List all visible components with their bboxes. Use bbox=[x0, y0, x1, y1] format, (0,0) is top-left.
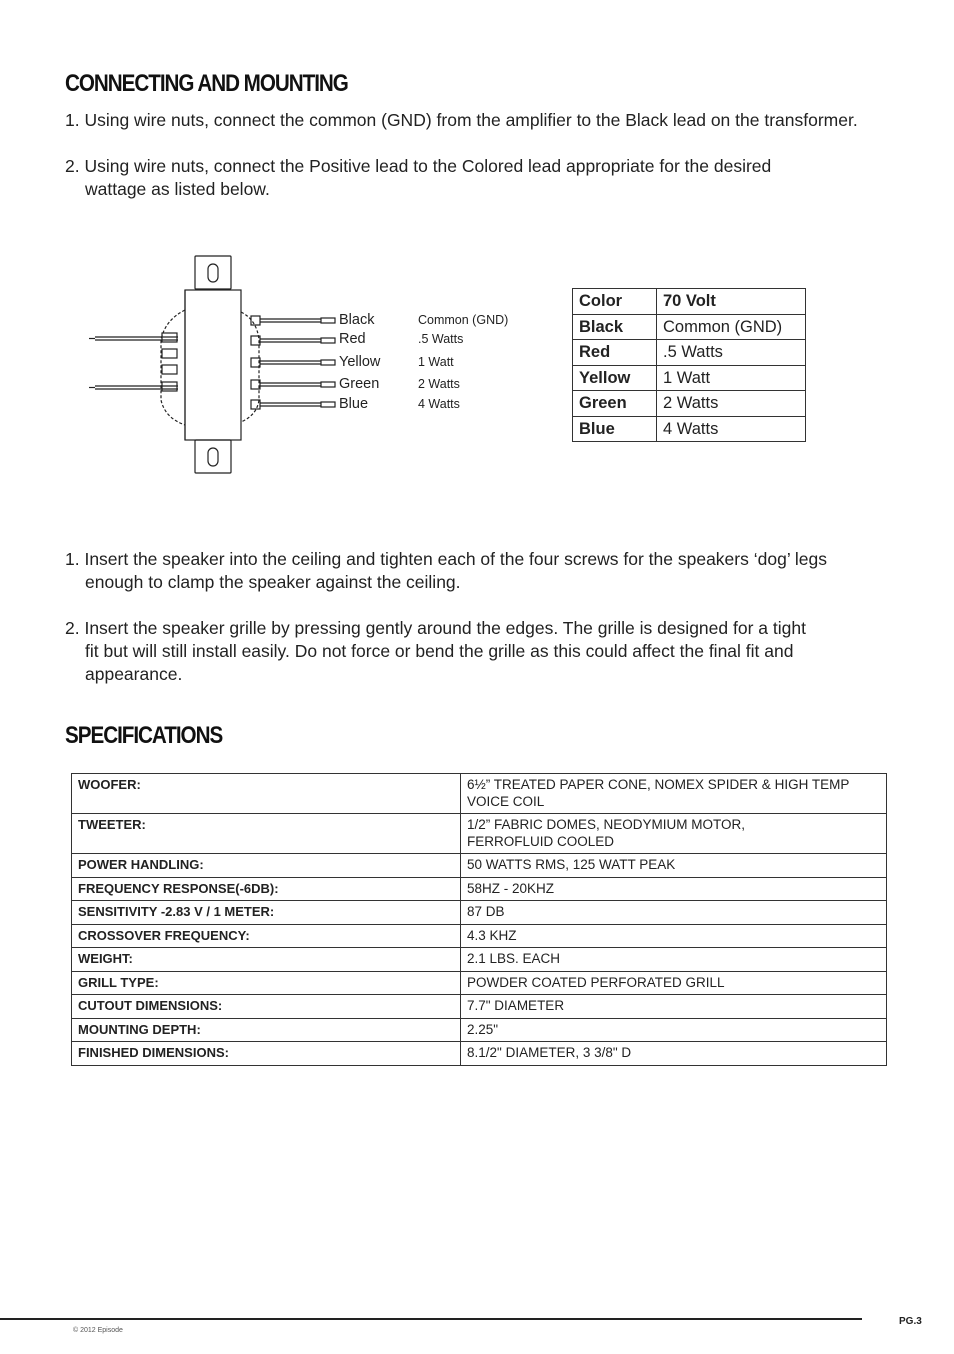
table-row bbox=[72, 854, 887, 878]
spec-key: FINISHED DIMENSIONS: bbox=[72, 1042, 461, 1066]
mounting-step-2 bbox=[65, 617, 806, 686]
table-row bbox=[72, 901, 887, 925]
value-cell: .5 Watts bbox=[657, 340, 806, 366]
spec-key: GRILL TYPE: bbox=[72, 971, 461, 995]
spec-value bbox=[461, 774, 887, 814]
spec-value bbox=[461, 814, 887, 854]
table-row bbox=[573, 314, 806, 340]
color-cell: Blue bbox=[573, 416, 657, 442]
header-cell: Color bbox=[573, 289, 657, 315]
step-text: appearance. bbox=[85, 664, 183, 684]
spec-key: POWER HANDLING: bbox=[72, 854, 461, 878]
header-cell: 70 Volt bbox=[657, 289, 806, 315]
value-cell: 1 Watt bbox=[657, 365, 806, 391]
step-text: 2. Insert the speaker grille by pressing gently around the edges. The grille is designed for a tight bbox=[65, 618, 806, 638]
watt-label-half: .5 Watts bbox=[418, 332, 464, 346]
wire-label-black: Black bbox=[339, 312, 375, 328]
step-text: 2. Using wire nuts, connect the Positive lead to the Colored lead appropriate for the desired bbox=[65, 156, 772, 176]
step-text: wattage as listed below. bbox=[85, 179, 270, 199]
spec-key: MOUNTING DEPTH: bbox=[72, 1018, 461, 1042]
step-text: enough to clamp the speaker against the ceiling. bbox=[85, 572, 461, 592]
table-row bbox=[573, 365, 806, 391]
spec-value: 4.3 KHZ bbox=[461, 924, 887, 948]
table-row bbox=[72, 924, 887, 948]
spec-value-line: VOICE COIL bbox=[467, 793, 545, 809]
watt-label-4: 4 Watts bbox=[418, 397, 460, 411]
table-row bbox=[72, 774, 887, 814]
wire-label-yellow: Yellow bbox=[339, 354, 381, 370]
spec-key: TWEETER: bbox=[72, 814, 461, 854]
color-cell: Yellow bbox=[573, 365, 657, 391]
spec-value: 50 WATTS RMS, 125 WATT PEAK bbox=[461, 854, 887, 878]
connecting-title: CONNECTING AND MOUNTING bbox=[65, 70, 348, 97]
wire-label-red: Red bbox=[339, 331, 366, 347]
spec-value: 2.1 LBS. EACH bbox=[461, 948, 887, 972]
wire-label-green: Green bbox=[339, 376, 380, 392]
mounting-step-1 bbox=[65, 548, 827, 594]
table-row bbox=[72, 995, 887, 1019]
spec-value: 58HZ - 20KHZ bbox=[461, 877, 887, 901]
spec-value: 7.7" DIAMETER bbox=[461, 995, 887, 1019]
table-row bbox=[72, 1018, 887, 1042]
specs-table bbox=[71, 773, 887, 1066]
spec-value-line: 1/2” FABRIC DOMES, NEODYMIUM MOTOR, bbox=[467, 817, 746, 832]
spec-value: 2.25" bbox=[461, 1018, 887, 1042]
spec-value: POWDER COATED PERFORATED GRILL bbox=[461, 971, 887, 995]
spec-key: SENSITIVITY -2.83 V / 1 METER: bbox=[72, 901, 461, 925]
watt-label-2: 2 Watts bbox=[418, 377, 460, 391]
table-row bbox=[72, 1042, 887, 1066]
specs-title: SPECIFICATIONS bbox=[65, 722, 223, 749]
value-cell: 2 Watts bbox=[657, 391, 806, 417]
footer-divider bbox=[0, 1318, 862, 1320]
table-header-row bbox=[573, 289, 806, 315]
step-text: 1. Insert the speaker into the ceiling and tighten each of the four screws for the speakers ‘dog’ legs bbox=[65, 549, 828, 569]
spec-key: CUTOUT DIMENSIONS: bbox=[72, 995, 461, 1019]
spec-key: FREQUENCY RESPONSE(-6DB): bbox=[72, 877, 461, 901]
color-cell: Red bbox=[573, 340, 657, 366]
spec-value-line: FERROFLUID COOLED bbox=[467, 833, 615, 849]
spec-key: WOOFER: bbox=[72, 774, 461, 814]
table-row bbox=[72, 948, 887, 972]
connecting-step-2 bbox=[65, 155, 771, 201]
spec-value: 8.1/2" DIAMETER, 3 3/8" D bbox=[461, 1042, 887, 1066]
color-wattage-table bbox=[572, 288, 806, 442]
spec-key: WEIGHT: bbox=[72, 948, 461, 972]
spec-key: CROSSOVER FREQUENCY: bbox=[72, 924, 461, 948]
step-text: fit but will still install easily. Do not force or bend the grille as this could affect the final fit and bbox=[85, 641, 794, 661]
step-text: 1. Using wire nuts, connect the common (GND) from the amplifier to the Black lead on the transformer. bbox=[65, 110, 858, 130]
wire-label-blue: Blue bbox=[339, 396, 369, 412]
page-number: PG.3 bbox=[899, 1316, 922, 1327]
table-row bbox=[573, 416, 806, 442]
spec-value: 87 DB bbox=[461, 901, 887, 925]
table-row bbox=[72, 877, 887, 901]
table-row bbox=[573, 340, 806, 366]
color-cell: Green bbox=[573, 391, 657, 417]
spec-value-line: 6½” TREATED PAPER CONE, NOMEX SPIDER & HIGH TEMP bbox=[467, 777, 850, 792]
color-cell: Black bbox=[573, 314, 657, 340]
watt-label-1: 1 Watt bbox=[418, 355, 454, 369]
value-cell: 4 Watts bbox=[657, 416, 806, 442]
watt-label-common: Common (GND) bbox=[418, 313, 509, 327]
copyright-text: © 2012 Episode bbox=[73, 1327, 123, 1334]
value-cell: Common (GND) bbox=[657, 314, 806, 340]
connecting-step-1 bbox=[65, 109, 858, 132]
table-row bbox=[72, 814, 887, 854]
table-row bbox=[573, 391, 806, 417]
table-row bbox=[72, 971, 887, 995]
